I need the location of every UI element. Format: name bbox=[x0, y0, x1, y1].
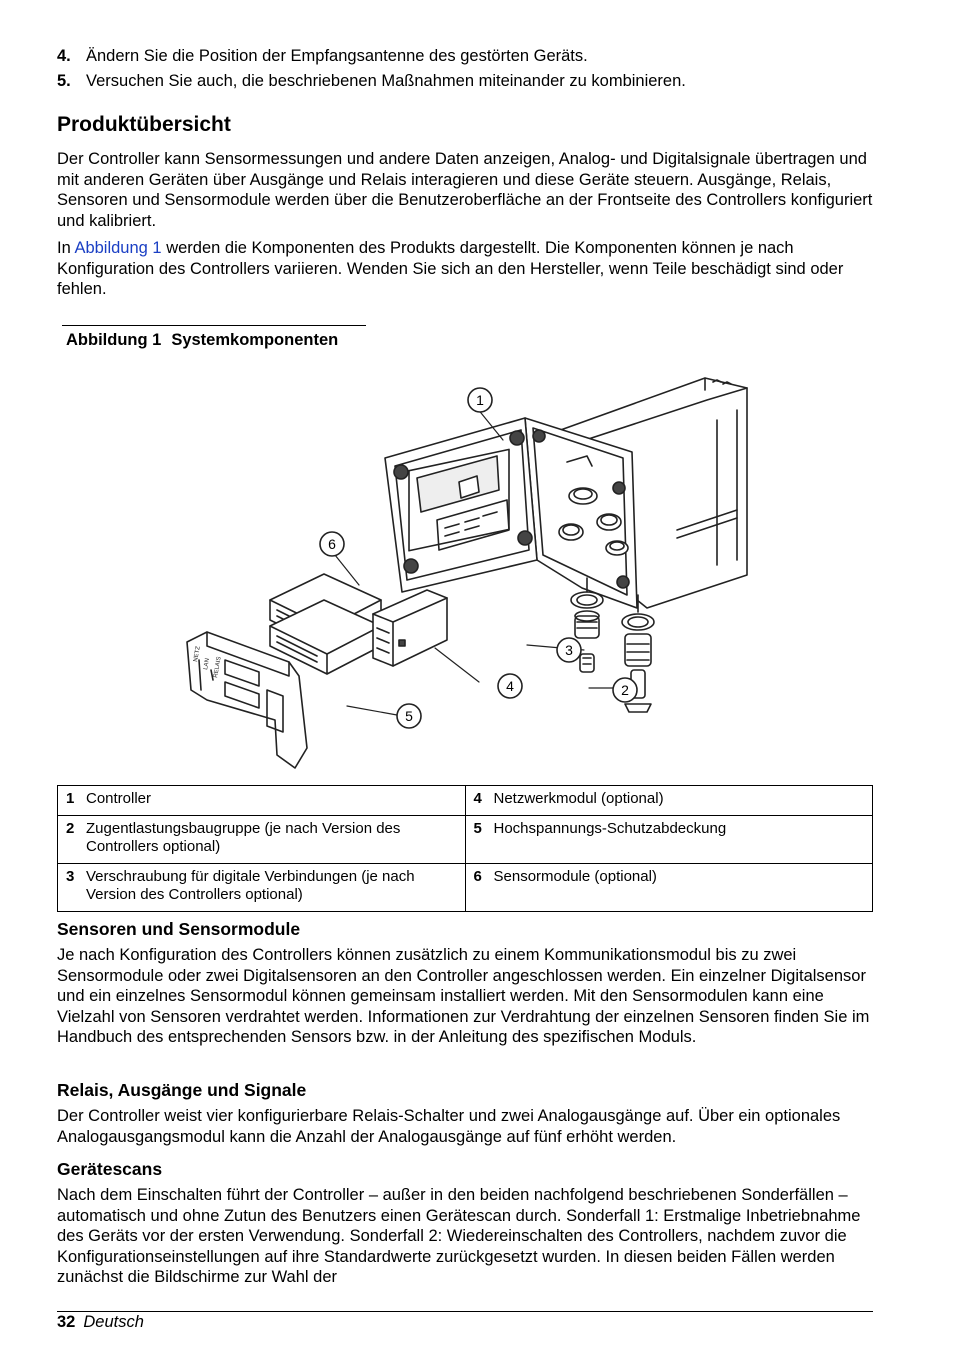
legend-cell: 2 Zugentlastungsbaugruppe (je nach Version des Controllers optional) bbox=[58, 815, 466, 863]
page-number: 32 bbox=[57, 1313, 76, 1331]
legend-row bbox=[58, 815, 873, 863]
figure-ref-prefix: In bbox=[57, 239, 75, 257]
subsection-text-device-scans: Nach dem Einschalten führt der Controller – außer in den beiden nachfolgend beschriebenen Sonderfällen – automatisch und ohne Zutun des Benutzers einen Gerätescan durch. Sonderfall 1: Erstmalige Inbetriebnahme des Geräts vor der ersten Verwendung. Sonderfall 2: Wiedereinschalten des Controllers, nachdem zuvor die Konfigurationseinstellungen auf ihre Standardwerte zurückgesetzt wurden. In diesen beiden Fällen werden zunächst die Bildschirme zur Wahl der bbox=[57, 1186, 861, 1286]
subsection-text-relays: Der Controller weist vier konfigurierbare Relais-Schalter und zwei Analogausgänge auf. Über ein optionales Analogausgangsmodul kann die Anzahl der Analogausgänge auf fünf erhöht werden. bbox=[57, 1107, 841, 1146]
module-label-lan: LAN bbox=[203, 657, 211, 671]
legend-cell: 3 Verschraubung für digitale Verbindungen (je nach Version des Controllers optional) bbox=[58, 863, 466, 911]
svg-text:1: 1 bbox=[476, 392, 484, 408]
svg-text:2: 2 bbox=[621, 682, 629, 698]
legend-cell: 5 Hochspannungs-Schutzabdeckung bbox=[465, 815, 873, 863]
svg-text:4: 4 bbox=[506, 678, 514, 694]
subsection-title-sensors: Sensoren und Sensormodule bbox=[57, 919, 301, 939]
section-title: Produktübersicht bbox=[57, 113, 231, 136]
step-text: Ändern Sie die Position der Empfangsantenne des gestörten Geräts. bbox=[86, 47, 588, 65]
figure-title: Systemkomponenten bbox=[171, 331, 339, 349]
step-text: Versuchen Sie auch, die beschriebenen Maßnahmen miteinander zu kombinieren. bbox=[86, 72, 686, 90]
module-label-relais: RELAIS bbox=[213, 656, 223, 679]
figure-caption bbox=[66, 330, 338, 351]
footer-language: Deutsch bbox=[83, 1313, 144, 1331]
legend-cell: 4 Netzwerkmodul (optional) bbox=[465, 786, 873, 816]
figure-ref-paragraph bbox=[57, 238, 873, 300]
legend-cell: 6 Sensormodule (optional) bbox=[465, 863, 873, 911]
intro-paragraph: Der Controller kann Sensormessungen und andere Daten anzeigen, Analog- und Digitalsignale übertragen und mit anderen Geräten über Ausgänge und Relais interagieren und diese Geräte steuern. Ausgänge, Relais, Sensoren und Sensormodule werden über die Benutzeroberfläche an der Frontseite des Controllers konfiguriert und kalibriert. bbox=[57, 150, 873, 230]
subsection-title-relays: Relais, Ausgänge und Signale bbox=[57, 1080, 307, 1100]
step-number: 4. bbox=[57, 47, 71, 65]
legend-row bbox=[58, 786, 873, 816]
svg-text:5: 5 bbox=[405, 708, 413, 724]
module-label-netz: NETZ bbox=[193, 645, 202, 663]
page-footer bbox=[57, 1312, 144, 1332]
callout-6 bbox=[320, 532, 344, 556]
legend-row bbox=[58, 863, 873, 911]
controller-body bbox=[385, 418, 537, 592]
legend-cell: 1 Controller bbox=[58, 786, 466, 816]
subsection-text-sensors: Je nach Konfiguration des Controllers können zusätzlich zu einem Kommunikationsmodul bis zu zwei Sensormodule oder zwei Digitalsensoren an den Controller angeschlossen werden. Ein einzelner Digitalsensor und ein einzelnes Sensormodul können gemeinsam installiert werden. Mit den Sensormodulen kann eine Vielzahl von Sensoren verdrahtet werden. Informationen zur Verdrahtung der einzelnen Sensoren finden Sie im Handbuch des entsprechenden Sensors bzw. in der Anleitung des spezifischen Moduls. bbox=[57, 946, 870, 1046]
sensor-modules bbox=[270, 574, 381, 674]
network-module bbox=[373, 590, 447, 666]
callout-1 bbox=[468, 388, 492, 412]
callout-4 bbox=[498, 674, 522, 698]
svg-text:6: 6 bbox=[328, 536, 336, 552]
footer-rule bbox=[57, 1311, 873, 1312]
figure-link[interactable]: Abbildung 1 bbox=[74, 239, 162, 257]
svg-text:3: 3 bbox=[565, 642, 573, 658]
high-voltage-cover bbox=[187, 632, 307, 768]
figure-legend-table bbox=[57, 785, 873, 912]
figure-caption-rule bbox=[62, 325, 366, 326]
system-components-illustration bbox=[177, 370, 757, 775]
step-number: 5. bbox=[57, 72, 71, 90]
figure-ref-suffix: werden die Komponenten des Produkts dargestellt. Die Komponenten können je nach Konfiguration des Controllers variieren. Wenden Sie sich an den Hersteller, wenn Teile beschädigt sind oder fehlen. bbox=[57, 239, 844, 298]
callout-3 bbox=[557, 638, 581, 662]
callout-2 bbox=[613, 678, 637, 702]
figure-label: Abbildung 1 bbox=[66, 331, 162, 349]
subsection-title-device-scans: Gerätescans bbox=[57, 1159, 163, 1179]
callout-5 bbox=[397, 704, 421, 728]
